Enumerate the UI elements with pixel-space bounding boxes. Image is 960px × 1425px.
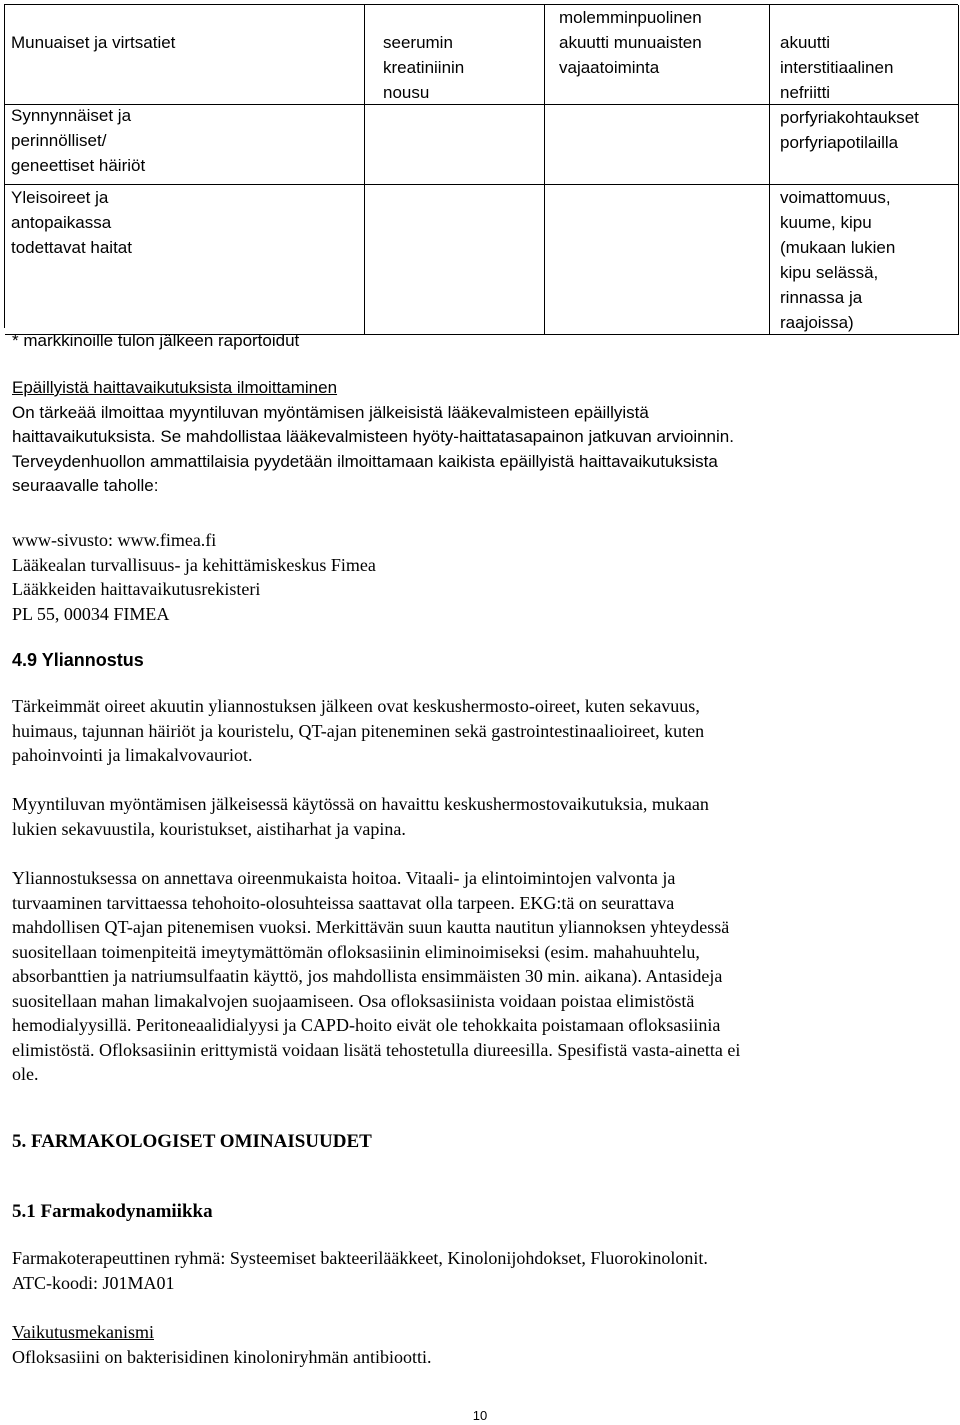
table-footnote: * markkinoille tulon jälkeen raportoidut <box>12 331 300 350</box>
page-number: 10 <box>472 1408 488 1423</box>
section-5-1-heading: 5.1 Farmakodynamiikka <box>12 1201 213 1222</box>
table-cell <box>5 5 365 105</box>
table-cell <box>5 185 365 335</box>
cell-text: Yleisoireet ja antopaikassa todettavat haitat <box>11 188 132 257</box>
pharmacotherapeutic-info <box>12 1246 942 1295</box>
text-line: elimistöstä. Ofloksasiinin erittymistä voidaan lisätä tehostetulla diureesilla. Spesifistä vasta-ainetta ei <box>12 1039 741 1060</box>
text-line: Tärkeimmät oireet akuutin yliannostuksen jälkeen ovat keskushermosto-oireet, kuten sekavuus, <box>12 696 700 716</box>
reporting-line: haittavaikutuksista. Se mahdollistaa lääkevalmisteen hyöty-haittatasapainon jatkuvan arvioinnin. <box>12 427 734 446</box>
reporting-heading: Epäillyistä haittavaikutuksista ilmoittaminen <box>12 378 338 397</box>
table-cell <box>545 105 770 185</box>
cell-text: Synnynnäiset ja perinnölliset/ geneettiset häiriöt <box>11 106 146 175</box>
table-cell <box>545 5 770 105</box>
cell-text: molemminpuolinen akuutti munuaisten vajaatoiminta <box>559 8 702 77</box>
table-cell <box>770 5 959 105</box>
group-line: Farmakoterapeuttinen ryhmä: Systeemiset bakteerilääkkeet, Kinolonijohdokset, Fluorokinolonit. <box>12 1248 708 1268</box>
text-line: huimaus, tajunnan häiriöt ja kouristelu, QT-ajan piteneminen sekä gastrointestinaalioireet, kuten <box>12 720 705 741</box>
cell-text: porfyriakohtaukset porfyriapotilailla <box>780 108 919 152</box>
mechanism-text: Ofloksasiini on bakterisidinen kinoloniryhmän antibiootti. <box>12 1346 432 1367</box>
table-cell <box>770 185 959 335</box>
overdose-paragraph-1 <box>12 694 942 768</box>
text-line: absorbanttien ja natriumsulfaatin käyttö, jos mahdollista ensimmäisten 30 min. aikana). Antasideja <box>12 966 723 986</box>
text-line: Myyntiluvan myöntämisen jälkeisessä käytössä on havaittu keskushermostovaikutuksia, mukaan <box>12 794 709 814</box>
text-line: mahdollisen QT-ajan pitenemisen vuoksi. Merkittävän suun kautta nautitun yliannoksen yhteydessä <box>12 917 730 937</box>
mechanism-heading: Vaikutusmekanismi <box>12 1322 154 1342</box>
text-line: pahoinvointi ja limakalvovauriot. <box>12 745 253 765</box>
atc-line: ATC-koodi: J01MA01 <box>12 1272 175 1293</box>
reporting-line: Terveydenhuollon ammattilaisia pyydetään ilmoittamaan kaikista epäillyistä haittavaikutuksista <box>12 451 718 471</box>
address-line: Lääkkeiden haittavaikutusrekisteri <box>12 579 261 599</box>
table-row <box>5 5 958 105</box>
table-cell <box>545 185 770 335</box>
text-line: Yliannostuksessa on annettava oireenmukaista hoitoa. Vitaali- ja elintoimintojen valvonta ja <box>12 868 676 888</box>
reporting-address <box>12 528 942 626</box>
cell-text: akuutti interstitiaalinen nefriitti <box>780 33 894 102</box>
text-line: ole. <box>12 1064 39 1084</box>
address-line: Lääkealan turvallisuus- ja kehittämiskeskus Fimea <box>12 554 376 575</box>
cell-text: voimattomuus, kuume, kipu (mukaan lukien kipu selässä, rinnassa ja raajoissa) <box>780 188 896 332</box>
table-row <box>5 185 958 335</box>
text-line: suositellaan mahan limakalvojen suojaamiseen. Osa ofloksasiinista voidaan poistaa elimistöstä <box>12 990 695 1011</box>
table-cell <box>365 105 545 185</box>
text-line: hemodialyysillä. Peritoneaalidialyysi ja CAPD-hoito eivät ole tehokkaita poistamaan ofloksasiinia <box>12 1015 721 1035</box>
table-cell <box>365 5 545 105</box>
table-cell <box>5 105 365 185</box>
table-row <box>5 105 958 185</box>
table-cell <box>770 105 959 185</box>
text-line: suositellaan toimenpiteitä imeytymättömän ofloksasiinin eliminoimiseksi (esim. mahahuuhtelu, <box>12 941 700 962</box>
cell-text: Munuaiset ja virtsatiet <box>11 33 176 52</box>
reporting-line: On tärkeää ilmoittaa myyntiluvan myöntämisen jälkeisistä lääkevalmisteen epäillyistä <box>12 402 649 422</box>
reporting-section <box>12 376 942 499</box>
overdose-paragraph-2 <box>12 792 942 841</box>
overdose-heading: 4.9 Yliannostus <box>12 650 144 670</box>
overdose-paragraph-3 <box>12 866 942 1087</box>
text-line: lukien sekavuustila, kouristukset, aistiharhat ja vapina. <box>12 818 406 839</box>
address-line: PL 55, 00034 FIMEA <box>12 603 170 624</box>
table-cell <box>365 185 545 335</box>
address-website: www-sivusto: www.fimea.fi <box>12 530 217 550</box>
section-5-heading: 5. FARMAKOLOGISET OMINAISUUDET <box>12 1131 372 1152</box>
adverse-effects-table <box>4 4 958 332</box>
cell-text: seerumin kreatiniinin nousu <box>383 33 465 102</box>
reporting-line: seuraavalle taholle: <box>12 476 159 495</box>
text-line: turvaaminen tarvittaessa tehohoito-olosuhteissa saattavat olla tarpeen. EKG:tä on seurattava <box>12 892 675 913</box>
mechanism-section <box>12 1320 942 1369</box>
